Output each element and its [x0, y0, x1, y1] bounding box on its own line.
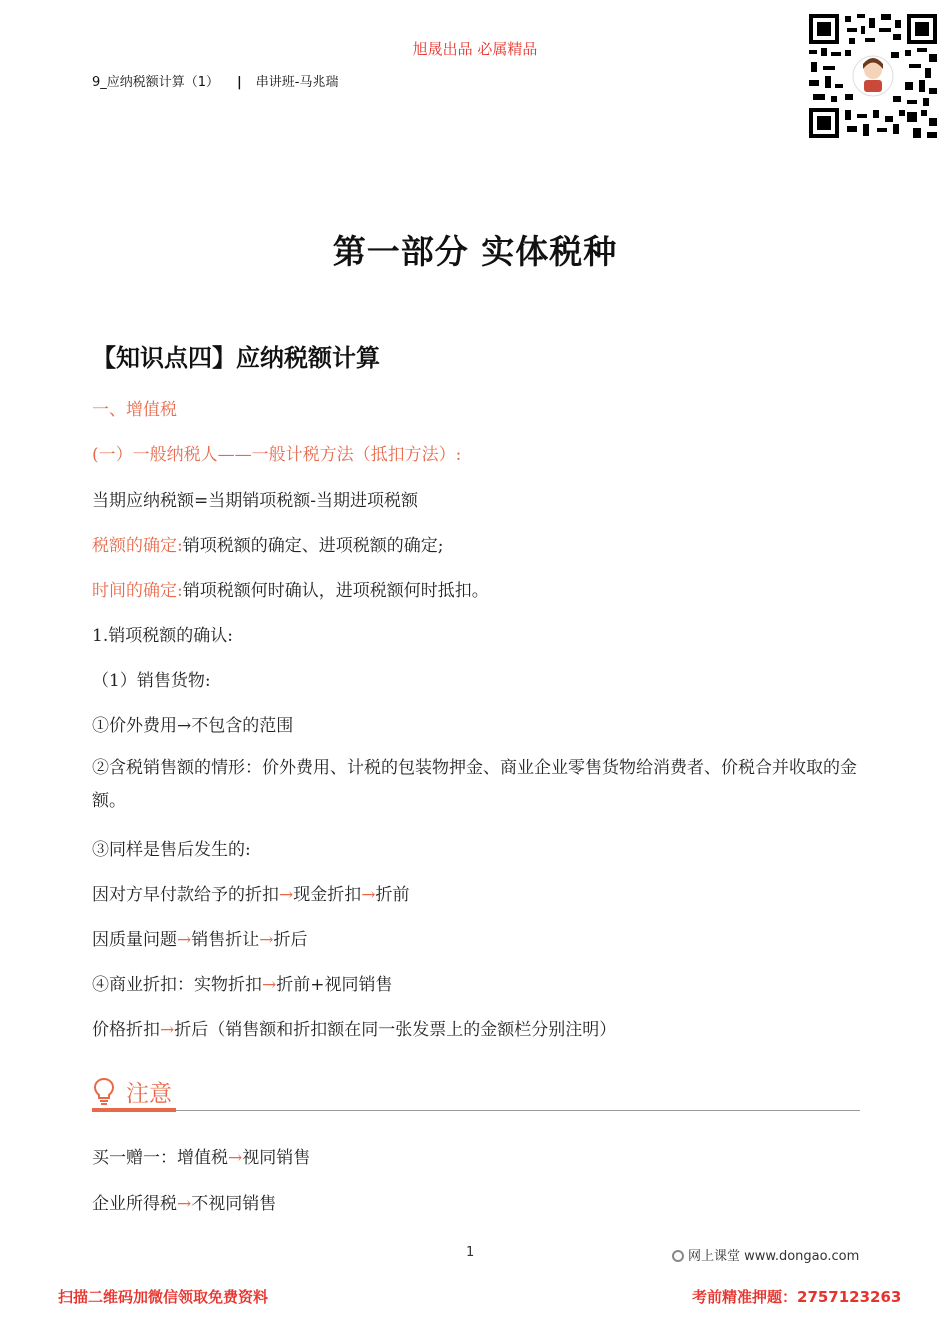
lightbulb-icon [92, 1077, 116, 1105]
note-vat-label: 买一赠一：增值税 [92, 1148, 228, 1168]
point-tax-inclusive: ②含税销售额的情形：价外费用、计税的包装物押金、商业企业零售货物给消费者、价税合并收取的金额。 [92, 758, 857, 811]
arrow-icon: → [160, 1020, 175, 1040]
arrow-icon: → [259, 930, 274, 950]
site-logo-icon [672, 1250, 684, 1262]
note-cit-label: 企业所得税 [92, 1194, 177, 1214]
item-output-tax: 1.销项税额的确认: [92, 626, 233, 646]
sales-allowance-line [92, 925, 308, 950]
item-sale-of-goods: （1）销售货物: [92, 671, 211, 691]
vat-heading: 一、增值税 [92, 400, 177, 420]
point-extra-fees: ①价外费用→不包含的范围 [92, 716, 294, 736]
site-credit [672, 1245, 859, 1264]
vat-formula: 当期应纳税额=当期销项税额-当期进项税额 [92, 491, 418, 511]
brand-slogan: 旭晟出品 必属精品 [412, 40, 538, 58]
allowance-result: 折后 [273, 930, 308, 950]
trade-discount-kind: ④商业折扣：实物折扣 [92, 975, 262, 995]
qr-code-icon [809, 14, 937, 138]
time-text: 销项税额何时确认，进项税额何时抵扣。 [182, 581, 489, 601]
amount-determination [92, 531, 443, 556]
cash-discount-line [92, 880, 410, 905]
arrow-icon: → [228, 1148, 243, 1168]
arrow-icon: → [262, 975, 277, 995]
cash-discount-cause: 因对方早付款给予的折扣 [92, 885, 279, 905]
footer-promo-right: 考前精准押题：2757123263 [692, 1288, 902, 1306]
site-text: 网上课堂 www.dongao.com [688, 1249, 860, 1264]
page-number: 1 [466, 1245, 475, 1260]
trade-discount-result: 折前+视同销售 [276, 975, 393, 995]
price-discount-result: 折后（销售额和折扣额在同一张发票上的金额栏分别注明） [174, 1020, 617, 1040]
arrow-icon: → [279, 885, 294, 905]
note-divider [92, 1110, 860, 1111]
time-label: 时间的确定: [92, 581, 183, 601]
amount-text: 销项税额的确定、进项税额的确定; [182, 536, 444, 556]
section-heading: 【知识点四】应纳税额计算 [92, 343, 380, 372]
arrow-icon: → [177, 1194, 192, 1214]
note-accent-bar [92, 1108, 176, 1112]
header-separator: | [237, 75, 242, 90]
cash-discount-result: 折前 [375, 885, 410, 905]
point-after-sale: ③同样是售后发生的: [92, 840, 251, 860]
note-title: 注意 [126, 1081, 172, 1107]
page-title: 第一部分 实体税种 [332, 232, 618, 271]
course-name: 串讲班-马兆瑞 [255, 75, 339, 90]
note-vat-result: 视同销售 [242, 1148, 311, 1168]
arrow-icon: → [177, 930, 192, 950]
cash-discount-type: 现金折扣 [293, 885, 362, 905]
amount-label: 税额的确定: [92, 536, 183, 556]
price-discount-kind: 价格折扣 [92, 1020, 160, 1040]
vat-subheading: (一）一般纳税人——一般计税方法（抵扣方法）: [92, 445, 462, 465]
time-determination [92, 576, 489, 601]
trade-discount-line [92, 970, 393, 995]
price-discount-line [92, 1015, 616, 1040]
arrow-icon: → [361, 885, 376, 905]
note-line-vat [92, 1143, 310, 1168]
chapter-title: 9_应纳税额计算（1） [92, 75, 220, 90]
page-header [92, 71, 339, 90]
allowance-cause: 因质量问题 [92, 930, 177, 950]
footer-promo-left: 扫描二维码加微信领取免费资料 [58, 1288, 269, 1306]
note-cit-result: 不视同销售 [191, 1194, 277, 1214]
note-line-cit [92, 1189, 276, 1214]
allowance-type: 销售折让 [191, 930, 260, 950]
